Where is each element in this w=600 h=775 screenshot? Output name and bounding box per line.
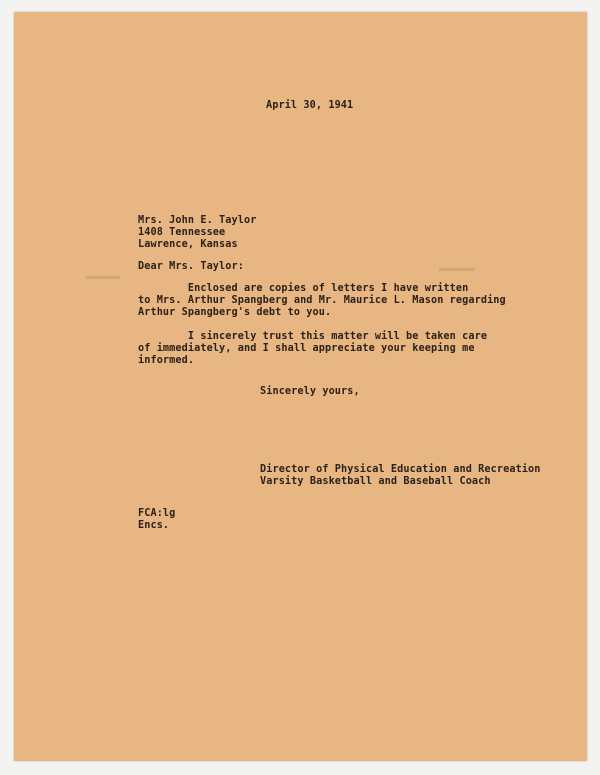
body-paragraph-1-line-3: Arthur Spangberg's debt to you.	[138, 307, 332, 318]
letter-date: April 30, 1941	[266, 100, 354, 111]
signature-title-1: Director of Physical Education and Recreation	[260, 464, 541, 475]
recipient-street: 1408 Tennessee	[138, 227, 226, 238]
paper-mark	[86, 276, 120, 279]
letter-page	[14, 12, 587, 761]
body-paragraph-1-line-2: to Mrs. Arthur Spangberg and Mr. Maurice L. Mason regarding	[138, 295, 506, 306]
body-paragraph-2-line-1: I sincerely trust this matter will be taken care	[138, 331, 488, 342]
enclosures-note: Encs.	[138, 520, 170, 531]
salutation: Dear Mrs. Taylor:	[138, 261, 244, 272]
recipient-name: Mrs. John E. Taylor	[138, 215, 257, 226]
signature-title-2: Varsity Basketball and Baseball Coach	[260, 476, 491, 487]
body-paragraph-1-line-1: Enclosed are copies of letters I have written	[138, 283, 469, 294]
closing: Sincerely yours,	[260, 386, 360, 397]
body-paragraph-2-line-3: informed.	[138, 355, 195, 366]
paper-mark	[439, 268, 475, 271]
body-paragraph-2-line-2: of immediately, and I shall appreciate your keeping me	[138, 343, 475, 354]
typist-initials: FCA:lg	[138, 508, 176, 519]
recipient-city: Lawrence, Kansas	[138, 239, 238, 250]
